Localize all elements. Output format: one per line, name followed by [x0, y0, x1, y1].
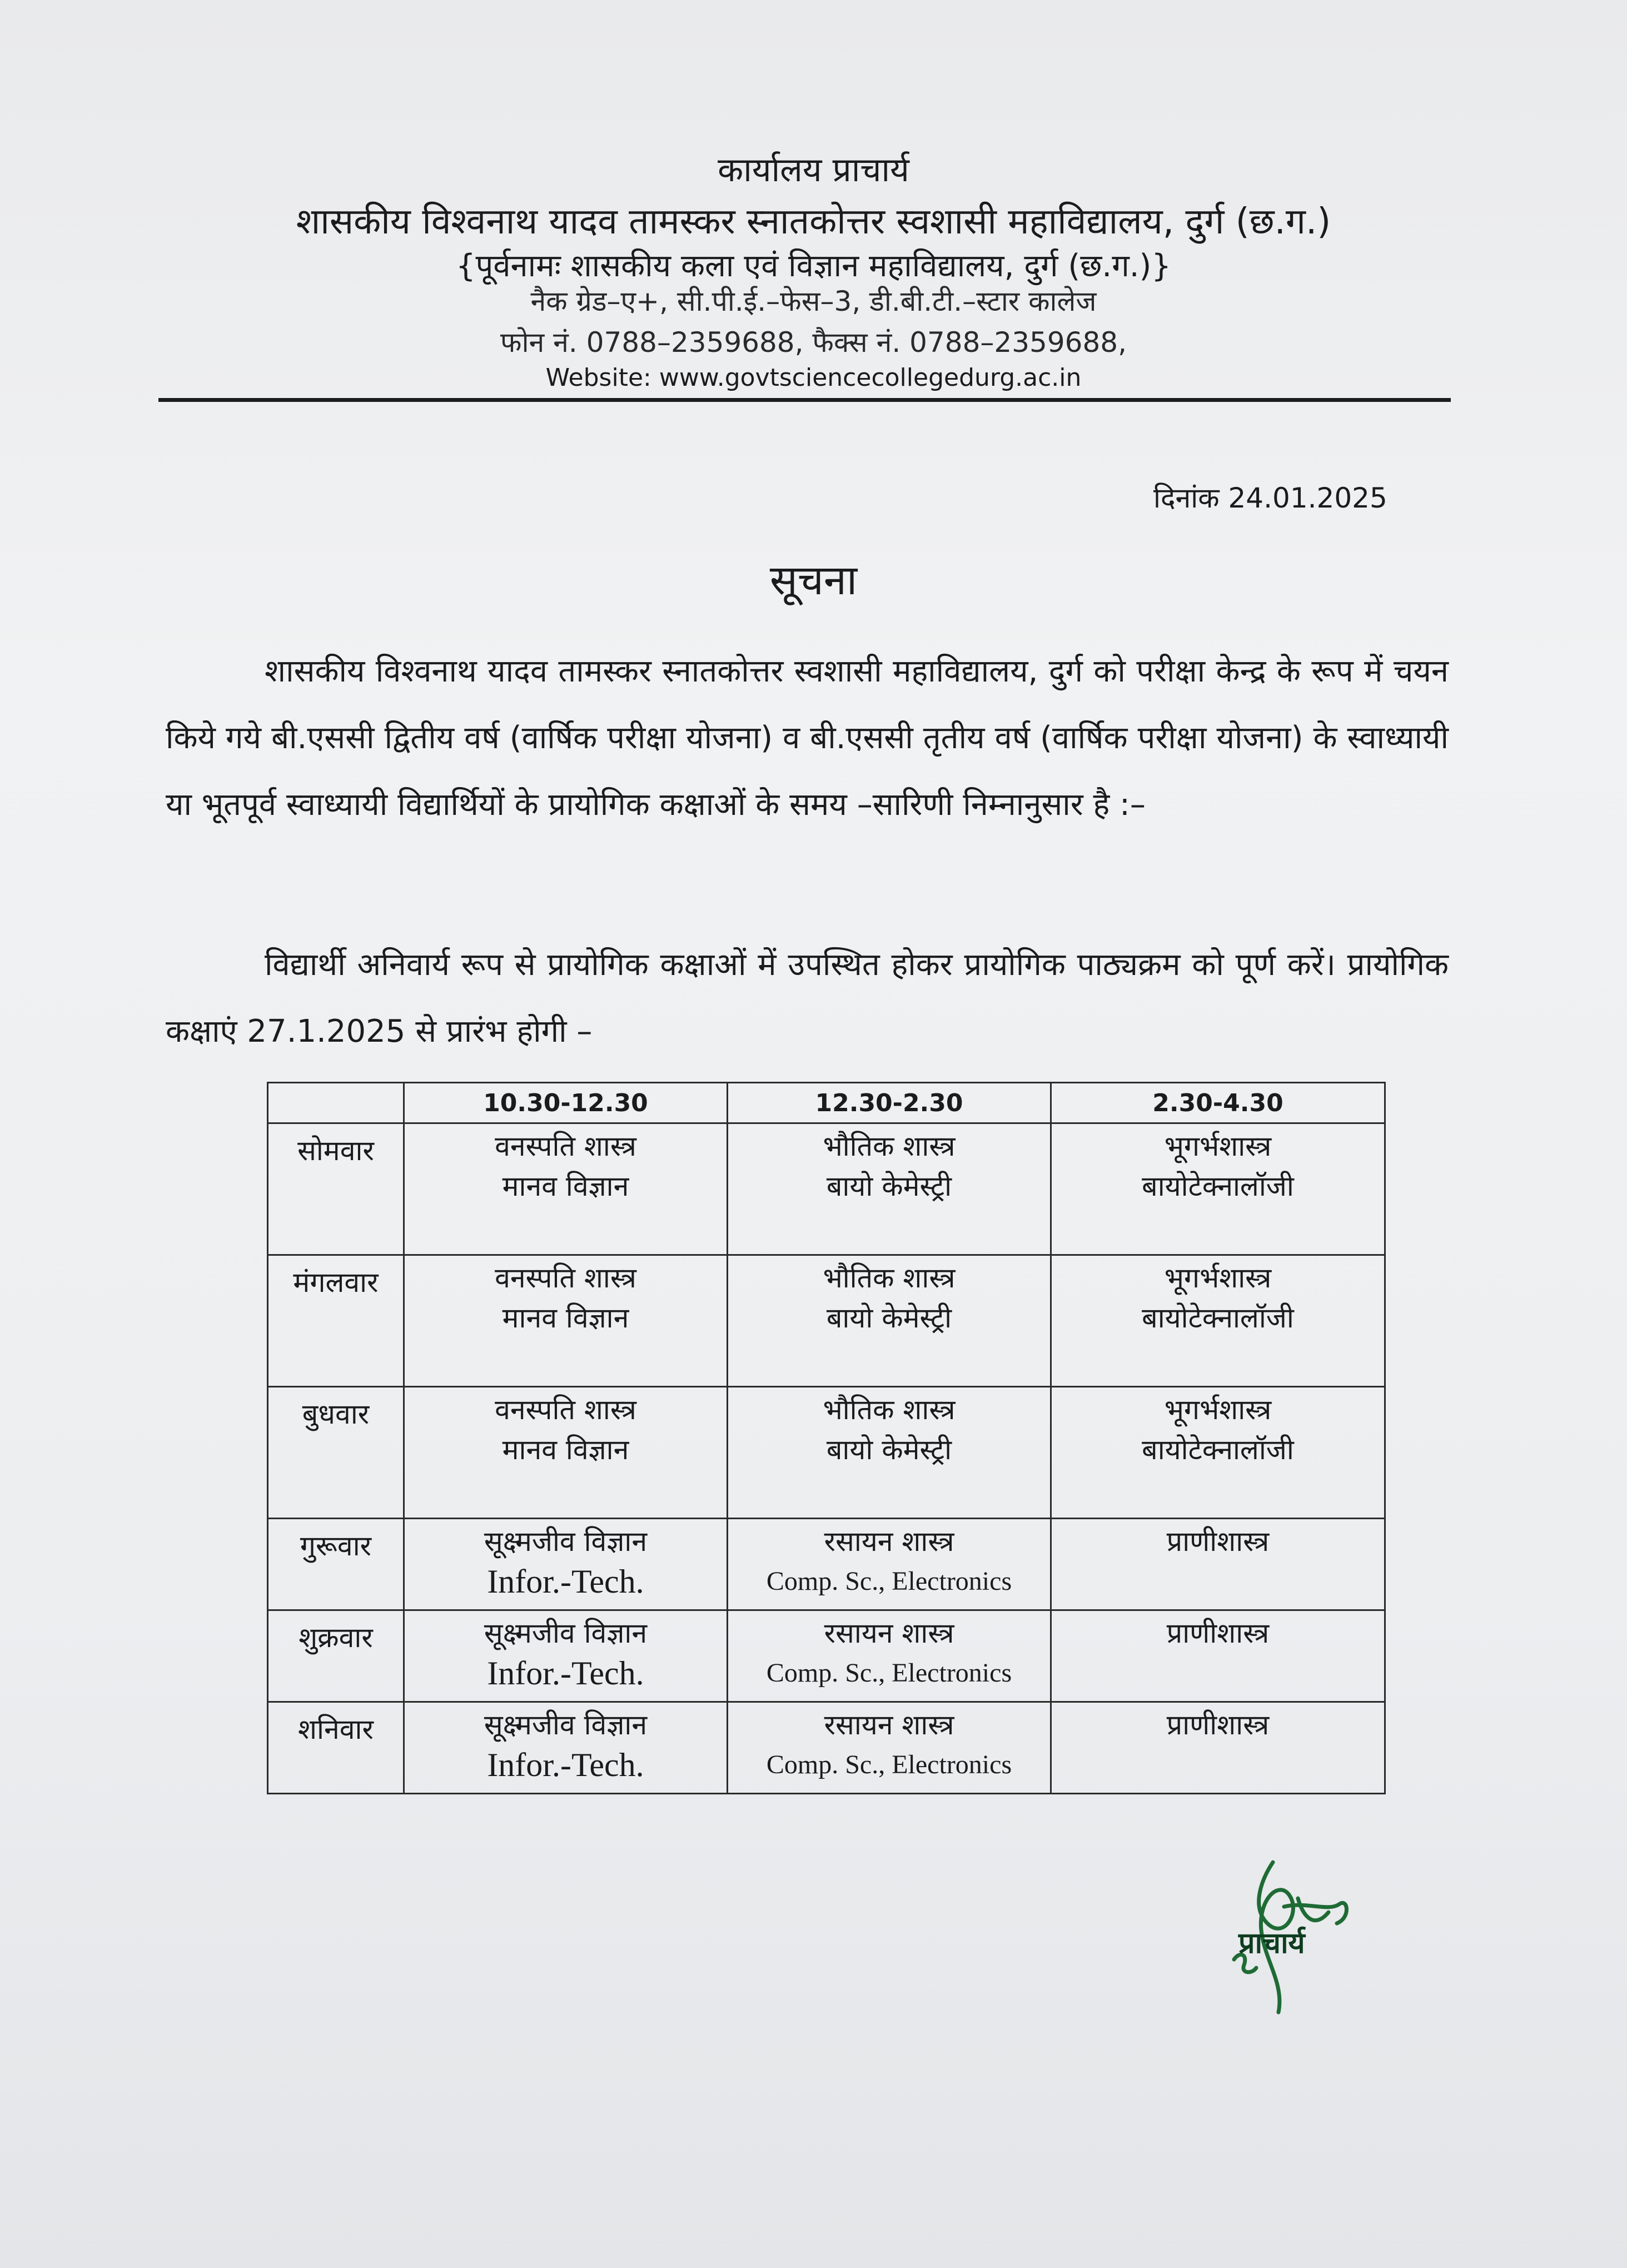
subject-cell [728, 1123, 1051, 1255]
subject-name: मानव विज्ञान [502, 1302, 629, 1334]
subject-cell [1051, 1702, 1385, 1794]
subject-name: प्राणीशास्त्र [1166, 1617, 1270, 1649]
subject-cell [404, 1123, 728, 1255]
column-header: 2.30-4.30 [1051, 1083, 1385, 1123]
column-header [268, 1083, 404, 1123]
college-name: शासकीय विश्वनाथ यादव तामस्कर स्नातकोत्तर स्वशासी महाविद्यालय, दुर्ग (छ.ग.) [296, 201, 1331, 242]
subject-cell [404, 1610, 728, 1702]
day-cell: गुरूवार [268, 1519, 404, 1610]
subject-cell [728, 1387, 1051, 1519]
subject-cell [1051, 1519, 1385, 1610]
table-row [268, 1519, 1385, 1610]
column-header: 10.30-12.30 [404, 1083, 728, 1123]
subject-name: Infor.-Tech. [487, 1655, 644, 1692]
header-divider [158, 398, 1451, 402]
table-row [268, 1702, 1385, 1794]
subject-name: रसायन शास्त्र [824, 1709, 954, 1741]
subject-cell [728, 1610, 1051, 1702]
subject-name: वनस्पति शास्त्र [495, 1130, 636, 1162]
subject-name: प्राणीशास्त्र [1166, 1709, 1270, 1741]
subject-name: बायोटेक्नालॉजी [1142, 1434, 1294, 1466]
notice-paragraph-2: विद्यार्थी अनिवार्य रूप से प्रायोगिक कक्षाओं में उपस्थित होकर प्रायोगिक पाठ्यक्रम को पूर्ण करें। प्रायोगिक कक्षाएं 27.1.2025 से प्रारंभ होगी – [166, 947, 1449, 1050]
notice-date: दिनांक 24.01.2025 [1153, 482, 1387, 514]
subject-cell [1051, 1255, 1385, 1387]
subject-cell [404, 1702, 728, 1794]
table-header-row [268, 1083, 1385, 1123]
subject-cell [404, 1255, 728, 1387]
former-name: {पूर्वनामः शासकीय कला एवं विज्ञान महाविद्यालय, दुर्ग (छ.ग.)} [455, 248, 1172, 284]
office-heading: कार्यालय प्राचार्य [718, 151, 909, 190]
subject-cell [1051, 1610, 1385, 1702]
website-line: Website: www.govtsciencecollegedurg.ac.in [545, 364, 1082, 392]
subject-name: बायो केमेस्ट्री [826, 1302, 952, 1334]
principal-label: प्राचार्य [1238, 1927, 1305, 1960]
subject-name: वनस्पति शास्त्र [495, 1262, 636, 1294]
subject-cell [404, 1387, 728, 1519]
table-row [268, 1387, 1385, 1519]
table-row [268, 1610, 1385, 1702]
subject-name: रसायन शास्त्र [824, 1525, 954, 1558]
subject-name: प्राणीशास्त्र [1166, 1525, 1270, 1558]
practical-timetable [267, 1082, 1386, 1794]
subject-name: Comp. Sc., Electronics [766, 1750, 1012, 1779]
day-cell: शुक्रवार [268, 1610, 404, 1702]
notice-title: सूचना [769, 556, 858, 604]
subject-name: Infor.-Tech. [487, 1563, 644, 1600]
subject-cell [1051, 1123, 1385, 1255]
subject-name: भूगर्भशास्त्र [1164, 1262, 1272, 1294]
subject-name: रसायन शास्त्र [824, 1617, 954, 1649]
table-row [268, 1255, 1385, 1387]
subject-name: मानव विज्ञान [502, 1170, 629, 1202]
subject-cell [728, 1519, 1051, 1610]
subject-name: Infor.-Tech. [487, 1747, 644, 1783]
column-header: 12.30-2.30 [728, 1083, 1051, 1123]
subject-name: भौतिक शास्त्र [823, 1130, 956, 1162]
notice-paragraph-1: शासकीय विश्वनाथ यादव तामस्कर स्नातकोत्तर स्वशासी महाविद्यालय, दुर्ग को परीक्षा केन्द्र के रूप में चयन किये गये बी.एससी द्वितीय वर्ष (वार्षिक परीक्षा योजना) व बी.एससी तृतीय वर्ष (वार्षिक परीक्षा योजना) के स्वाध्यायी या भूतपूर्व स्वाध्यायी विद्यार्थियों के प्रायोगिक कक्षाओं के समय –सारिणी निम्नानुसार है :– [166, 653, 1449, 823]
subject-name: बायो केमेस्ट्री [826, 1170, 952, 1202]
subject-name: वनस्पति शास्त्र [495, 1394, 636, 1426]
day-cell: बुधवार [268, 1387, 404, 1519]
subject-name: सूक्ष्मजीव विज्ञान [484, 1617, 648, 1649]
subject-cell [1051, 1387, 1385, 1519]
accreditation-line: नैक ग्रेड–ए+, सी.पी.ई.–फेस–3, डी.बी.टी.–स्टार कालेज [530, 285, 1097, 317]
subject-name: बायो केमेस्ट्री [826, 1434, 952, 1466]
subject-name: Comp. Sc., Electronics [766, 1566, 1012, 1596]
day-cell: शनिवार [268, 1702, 404, 1794]
subject-name: मानव विज्ञान [502, 1434, 629, 1466]
subject-name: सूक्ष्मजीव विज्ञान [484, 1709, 648, 1741]
subject-name: भौतिक शास्त्र [823, 1394, 956, 1426]
day-cell: मंगलवार [268, 1255, 404, 1387]
day-cell: सोमवार [268, 1123, 404, 1255]
subject-cell [728, 1702, 1051, 1794]
table-row [268, 1123, 1385, 1255]
subject-name: भूगर्भशास्त्र [1164, 1130, 1272, 1162]
subject-name: भूगर्भशास्त्र [1164, 1394, 1272, 1426]
subject-name: बायोटेक्नालॉजी [1142, 1302, 1294, 1334]
subject-name: Comp. Sc., Electronics [766, 1658, 1012, 1688]
subject-name: बायोटेक्नालॉजी [1142, 1170, 1294, 1202]
subject-name: सूक्ष्मजीव विज्ञान [484, 1525, 648, 1558]
contact-line: फोन नं. 0788–2359688, फैक्स नं. 0788–2359688, [500, 326, 1127, 359]
subject-cell [404, 1519, 728, 1610]
subject-cell [728, 1255, 1051, 1387]
subject-name: भौतिक शास्त्र [823, 1262, 956, 1294]
